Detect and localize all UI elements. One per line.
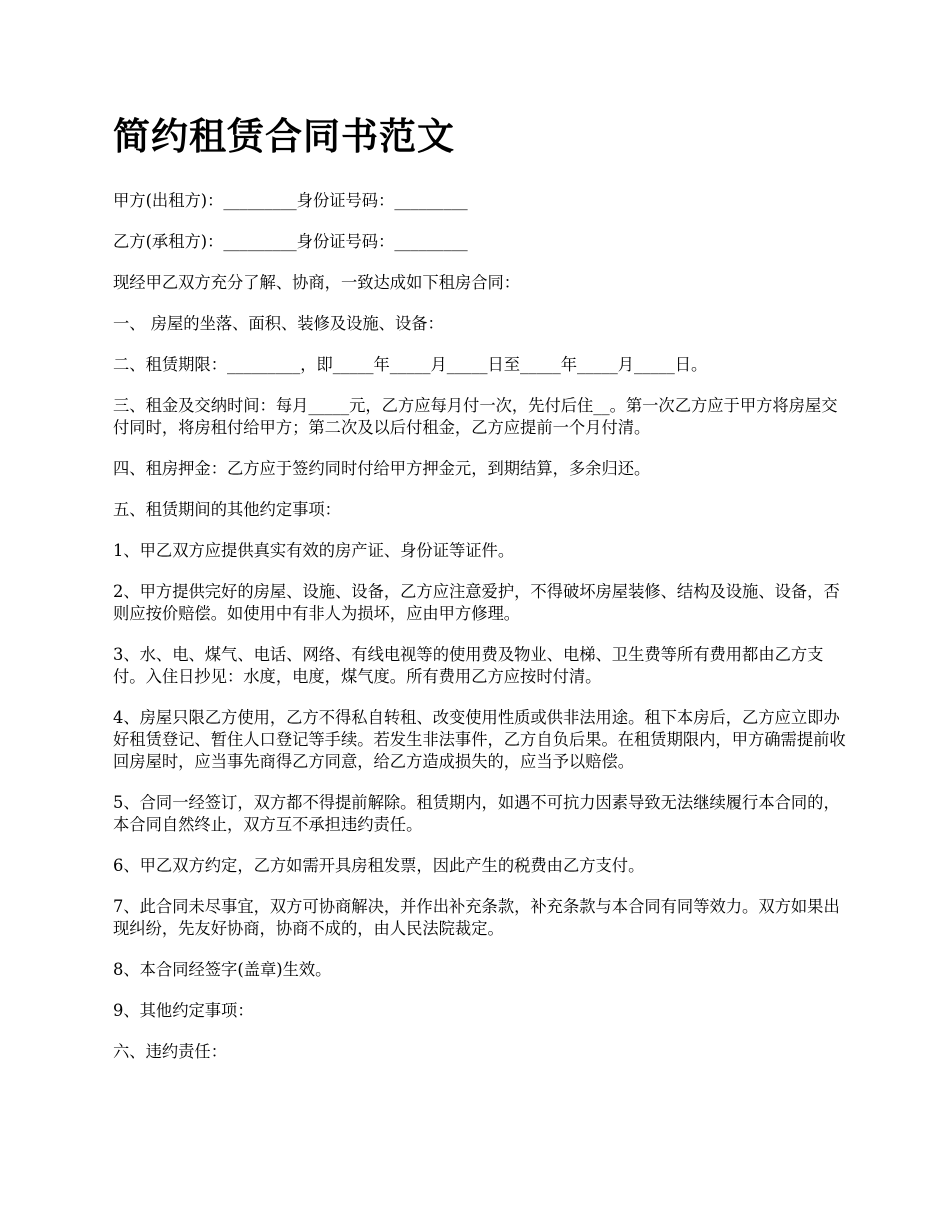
clause-5: 5、合同一经签订，双方都不得提前解除。租赁期内，如遇不可抗力因素导致无法继续履行本合同的，本合同自然终止，双方互不承担违约责任。 [113, 793, 840, 834]
section-4-deposit: 四、租房押金：乙方应于签约同时付给甲方押金元，到期结算，多余归还。 [113, 459, 651, 478]
clause-8: 8、本合同经签字(盖章)生效。 [113, 960, 332, 979]
clause-1: 1、甲乙双方应提供真实有效的房产证、身份证等证件。 [113, 541, 515, 560]
section-1-heading: 一、 房屋的坐落、面积、装修及设施、设备： [113, 314, 444, 333]
intro-paragraph: 现经甲乙双方充分了解、协商，一致达成如下租房合同： [113, 273, 521, 292]
document-title: 简约租赁合同书范文 [113, 114, 455, 158]
party-b-line: 乙方(承租方)：_________身份证号码：_________ [113, 232, 468, 251]
section-6-heading: 六、违约责任： [113, 1042, 227, 1061]
section-3-rent-payment: 三、租金及交纳时间：每月_____元，乙方应每月付一次，先付后住__。第一次乙方应于甲方将房屋交付同时，将房租付给甲方；第二次及以后付租金，乙方应提前一个月付清。 [113, 396, 838, 437]
clause-6: 6、甲乙双方约定，乙方如需开具房租发票，因此产生的税费由乙方支付。 [113, 856, 645, 875]
clause-4: 4、房屋只限乙方使用，乙方不得私自转租、改变使用性质或供非法用途。租下本房后，乙方应立即办好租赁登记、暂住人口登记等手续。若发生非法事件，乙方自负后果。在租赁期限内，甲方确需提前收回房屋时，应当事先商得乙方同意，给乙方造成损失的，应当予以赔偿。 [113, 708, 846, 771]
section-2-lease-term: 二、租赁期限：_________，即_____年_____月_____日至_____年_____月_____日。 [113, 355, 708, 374]
clause-9: 9、其他约定事项： [113, 1001, 254, 1020]
clause-7: 7、此合同未尽事宜，双方可协商解决，并作出补充条款，补充条款与本合同有同等效力。双方如果出现纠纷，先友好协商，协商不成的，由人民法院裁定。 [113, 897, 840, 938]
clause-3: 3、水、电、煤气、电话、网络、有线电视等的使用费及物业、电梯、卫生费等所有费用都由乙方支付。入住日抄见：水度，电度，煤气度。所有费用乙方应按时付清。 [113, 645, 824, 686]
clause-2: 2、甲方提供完好的房屋、设施、设备，乙方应注意爱护，不得破坏房屋装修、结构及设施、设备，否则应按价赔偿。如使用中有非人为损坏，应由甲方修理。 [113, 582, 840, 623]
section-5-heading: 五、租赁期间的其他约定事项： [113, 500, 341, 519]
party-a-line: 甲方(出租方)：_________身份证号码：_________ [113, 191, 468, 210]
